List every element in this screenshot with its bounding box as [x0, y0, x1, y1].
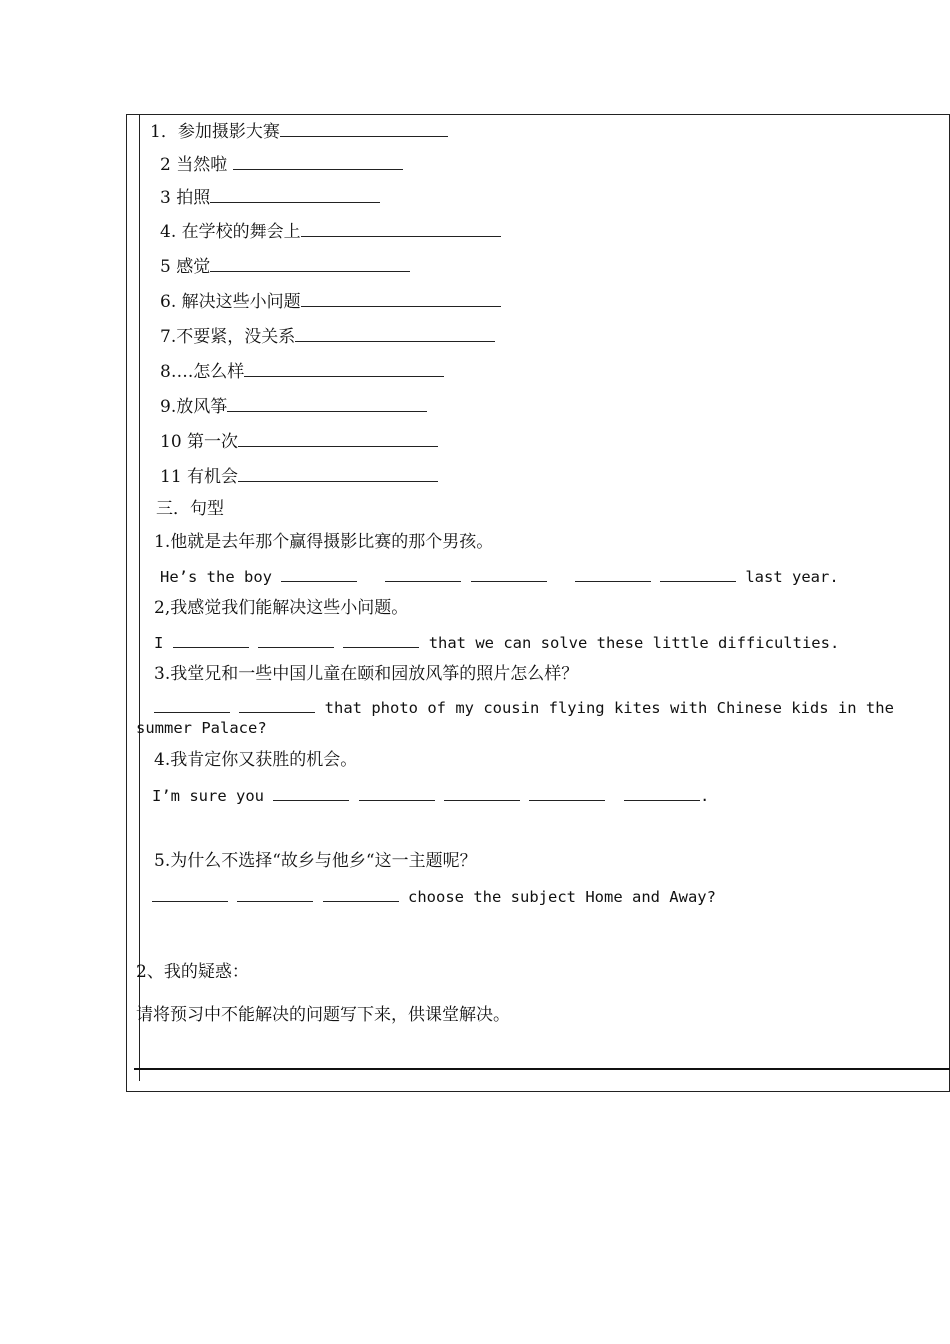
left-margin-rule: [139, 115, 140, 1081]
phrase-label: 7.不要紧，没关系: [160, 327, 296, 347]
phrase-label: 2 当然啦: [160, 155, 233, 175]
phrase-item: [160, 325, 495, 347]
answer-blank[interactable]: [237, 885, 313, 902]
phrase-item: [160, 395, 427, 417]
answer-blank[interactable]: [471, 565, 547, 582]
answer-blank[interactable]: [154, 696, 230, 713]
answer-blank[interactable]: [152, 885, 228, 902]
answer-blank[interactable]: [660, 565, 736, 582]
sentence-chinese: 4.我肯定你又获胜的机会。: [154, 750, 358, 770]
answer-blank[interactable]: [444, 784, 520, 801]
phrase-label: 8….怎么样: [160, 362, 245, 382]
sentence-english: [152, 784, 709, 806]
sentence-text: choose the subject Home and Away?: [398, 888, 716, 906]
answer-blank[interactable]: [624, 784, 700, 801]
sentence-english-continued: summer Palace?: [136, 719, 267, 737]
phrase-label: 5 感觉: [160, 257, 211, 277]
answer-blank[interactable]: [258, 631, 334, 648]
sentence-chinese: 3.我堂兄和一些中国儿童在颐和园放风筝的照片怎么样？: [154, 664, 579, 684]
answer-blank[interactable]: [529, 784, 605, 801]
phrase-item: [160, 220, 501, 242]
sentence-chinese: 2,我感觉我们能解决这些小问题。: [154, 598, 409, 618]
answer-blank[interactable]: [301, 290, 501, 307]
phrase-item: [160, 290, 501, 312]
section-heading: 三．句型: [156, 499, 224, 519]
sentence-english: [160, 565, 839, 587]
phrase-item: [160, 430, 438, 452]
answer-blank[interactable]: [281, 565, 357, 582]
answer-blank[interactable]: [343, 631, 419, 648]
sentence-text: last year.: [736, 568, 839, 586]
sentence-text: .: [700, 787, 710, 805]
writing-rule: [134, 1068, 950, 1070]
sentence-english: [154, 696, 894, 718]
phrase-item: [160, 255, 410, 277]
phrase-item: [160, 186, 380, 208]
sentence-text: He’s the boy: [160, 568, 282, 586]
phrase-label: 10 第一次: [160, 432, 239, 452]
answer-blank[interactable]: [273, 784, 349, 801]
sentence-text: that we can solve these little difficulties.: [419, 634, 840, 652]
sentence-text: I’m sure you: [152, 787, 274, 805]
doubts-instruction: 请将预习中不能解决的问题写下来，供课堂解决。: [136, 1005, 510, 1025]
phrase-label: 6. 解决这些小问题: [160, 292, 301, 312]
phrase-label: 3 拍照: [160, 188, 211, 208]
doubts-heading: 2、我的疑惑：: [136, 962, 249, 982]
phrase-label: 4. 在学校的舞会上: [160, 222, 301, 242]
sentence-english: [152, 885, 716, 907]
sentence-chinese: 5.为什么不选择“故乡与他乡“这一主题呢？: [154, 851, 477, 871]
answer-blank[interactable]: [323, 885, 399, 902]
answer-blank[interactable]: [244, 360, 444, 377]
answer-blank[interactable]: [238, 430, 438, 447]
answer-blank[interactable]: [295, 325, 495, 342]
sentence-text: that photo of my cousin flying kites with Chinese kids in the: [315, 699, 894, 717]
answer-blank[interactable]: [359, 784, 435, 801]
answer-blank[interactable]: [227, 395, 427, 412]
phrase-item: [150, 120, 448, 142]
answer-blank[interactable]: [239, 696, 315, 713]
sentence-chinese: 1.他就是去年那个赢得摄影比赛的那个男孩。: [154, 532, 494, 552]
phrase-item: [160, 465, 438, 487]
answer-blank[interactable]: [233, 153, 403, 170]
answer-blank[interactable]: [385, 565, 461, 582]
answer-blank[interactable]: [173, 631, 249, 648]
phrase-label: 11 有机会: [160, 467, 239, 487]
answer-blank[interactable]: [210, 186, 380, 203]
phrase-item: [160, 153, 403, 175]
phrase-item: [160, 360, 444, 382]
phrase-label: 9.放风筝: [160, 397, 228, 417]
answer-blank[interactable]: [301, 220, 501, 237]
phrase-label: 1．参加摄影大赛: [150, 122, 280, 142]
sentence-english: [154, 631, 839, 653]
sentence-text: I: [154, 634, 173, 652]
answer-blank[interactable]: [280, 120, 448, 137]
answer-blank[interactable]: [210, 255, 410, 272]
answer-blank[interactable]: [238, 465, 438, 482]
answer-blank[interactable]: [575, 565, 651, 582]
